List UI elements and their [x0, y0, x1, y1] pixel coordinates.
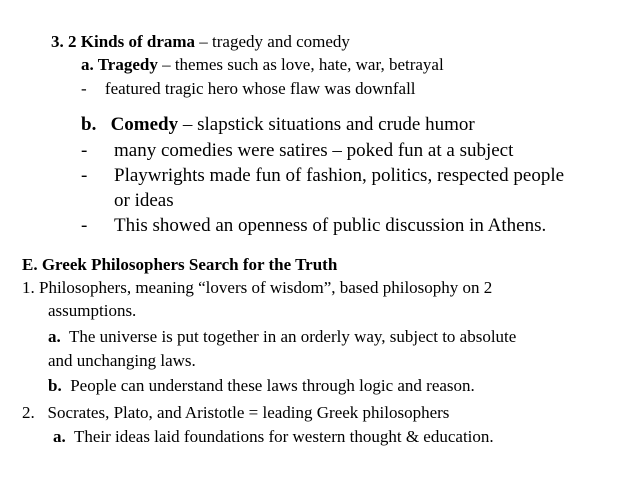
philosophers-item-2: 2. Socrates, Plato, and Aristotle = leading Greek philosophers: [22, 403, 450, 422]
comedy-bullet-text: Playwrights made fun of fashion, politics, respected people: [114, 165, 565, 186]
assumption-a: [48, 328, 516, 345]
bullet-marker: -: [81, 215, 88, 236]
tragedy-bullet-text: featured tragic hero whose flaw was downfall: [104, 79, 416, 98]
philosophers-item-1-continuation: assumptions.: [48, 301, 137, 320]
drama-heading-rest: – tragedy and comedy: [195, 32, 350, 51]
assumption-b: [48, 377, 475, 394]
item-2-a-text: Their ideas laid foundations for western thought & education.: [65, 427, 494, 446]
assumption-b-label: b.: [48, 376, 62, 395]
item-2-a-label: a.: [53, 427, 66, 446]
comedy-description: – slapstick situations and crude humor: [178, 114, 475, 135]
assumption-a-continuation: and unchanging laws.: [48, 351, 196, 370]
comedy-bullet-text: or ideas: [114, 190, 174, 211]
philosophers-item-1: 1. Philosophers, meaning “lovers of wisdom”, based philosophy on 2: [22, 278, 493, 297]
bullet-marker: -: [81, 79, 87, 98]
comedy-label: b. Comedy: [81, 114, 179, 135]
tragedy-label: a. Tragedy: [81, 55, 158, 74]
comedy-bullet-continuation: [81, 191, 174, 210]
tragedy-line: [81, 56, 444, 73]
philosophers-heading: E. Greek Philosophers Search for the Truth: [22, 255, 338, 274]
comedy-line: [81, 115, 475, 134]
assumption-b-text: People can understand these laws through logic and reason.: [61, 376, 475, 395]
drama-heading: [51, 33, 350, 50]
comedy-bullet-text: many comedies were satires – poked fun at a subject: [114, 140, 514, 161]
bullet-marker: -: [81, 140, 88, 161]
drama-heading-label: 3. 2 Kinds of drama: [51, 32, 196, 51]
assumption-a-label: a.: [48, 327, 61, 346]
bullet-marker: -: [81, 165, 88, 186]
comedy-bullet: [81, 166, 564, 185]
philosophers-item-2-a: [53, 428, 494, 445]
comedy-bullet: [81, 141, 513, 160]
tragedy-bullet: [81, 80, 416, 97]
tragedy-description: – themes such as love, hate, war, betrayal: [157, 55, 444, 74]
comedy-bullet: [81, 216, 546, 235]
comedy-bullet-text: This showed an openness of public discussion in Athens.: [114, 215, 547, 236]
assumption-a-text: The universe is put together in an orderly way, subject to absolute: [60, 327, 517, 346]
